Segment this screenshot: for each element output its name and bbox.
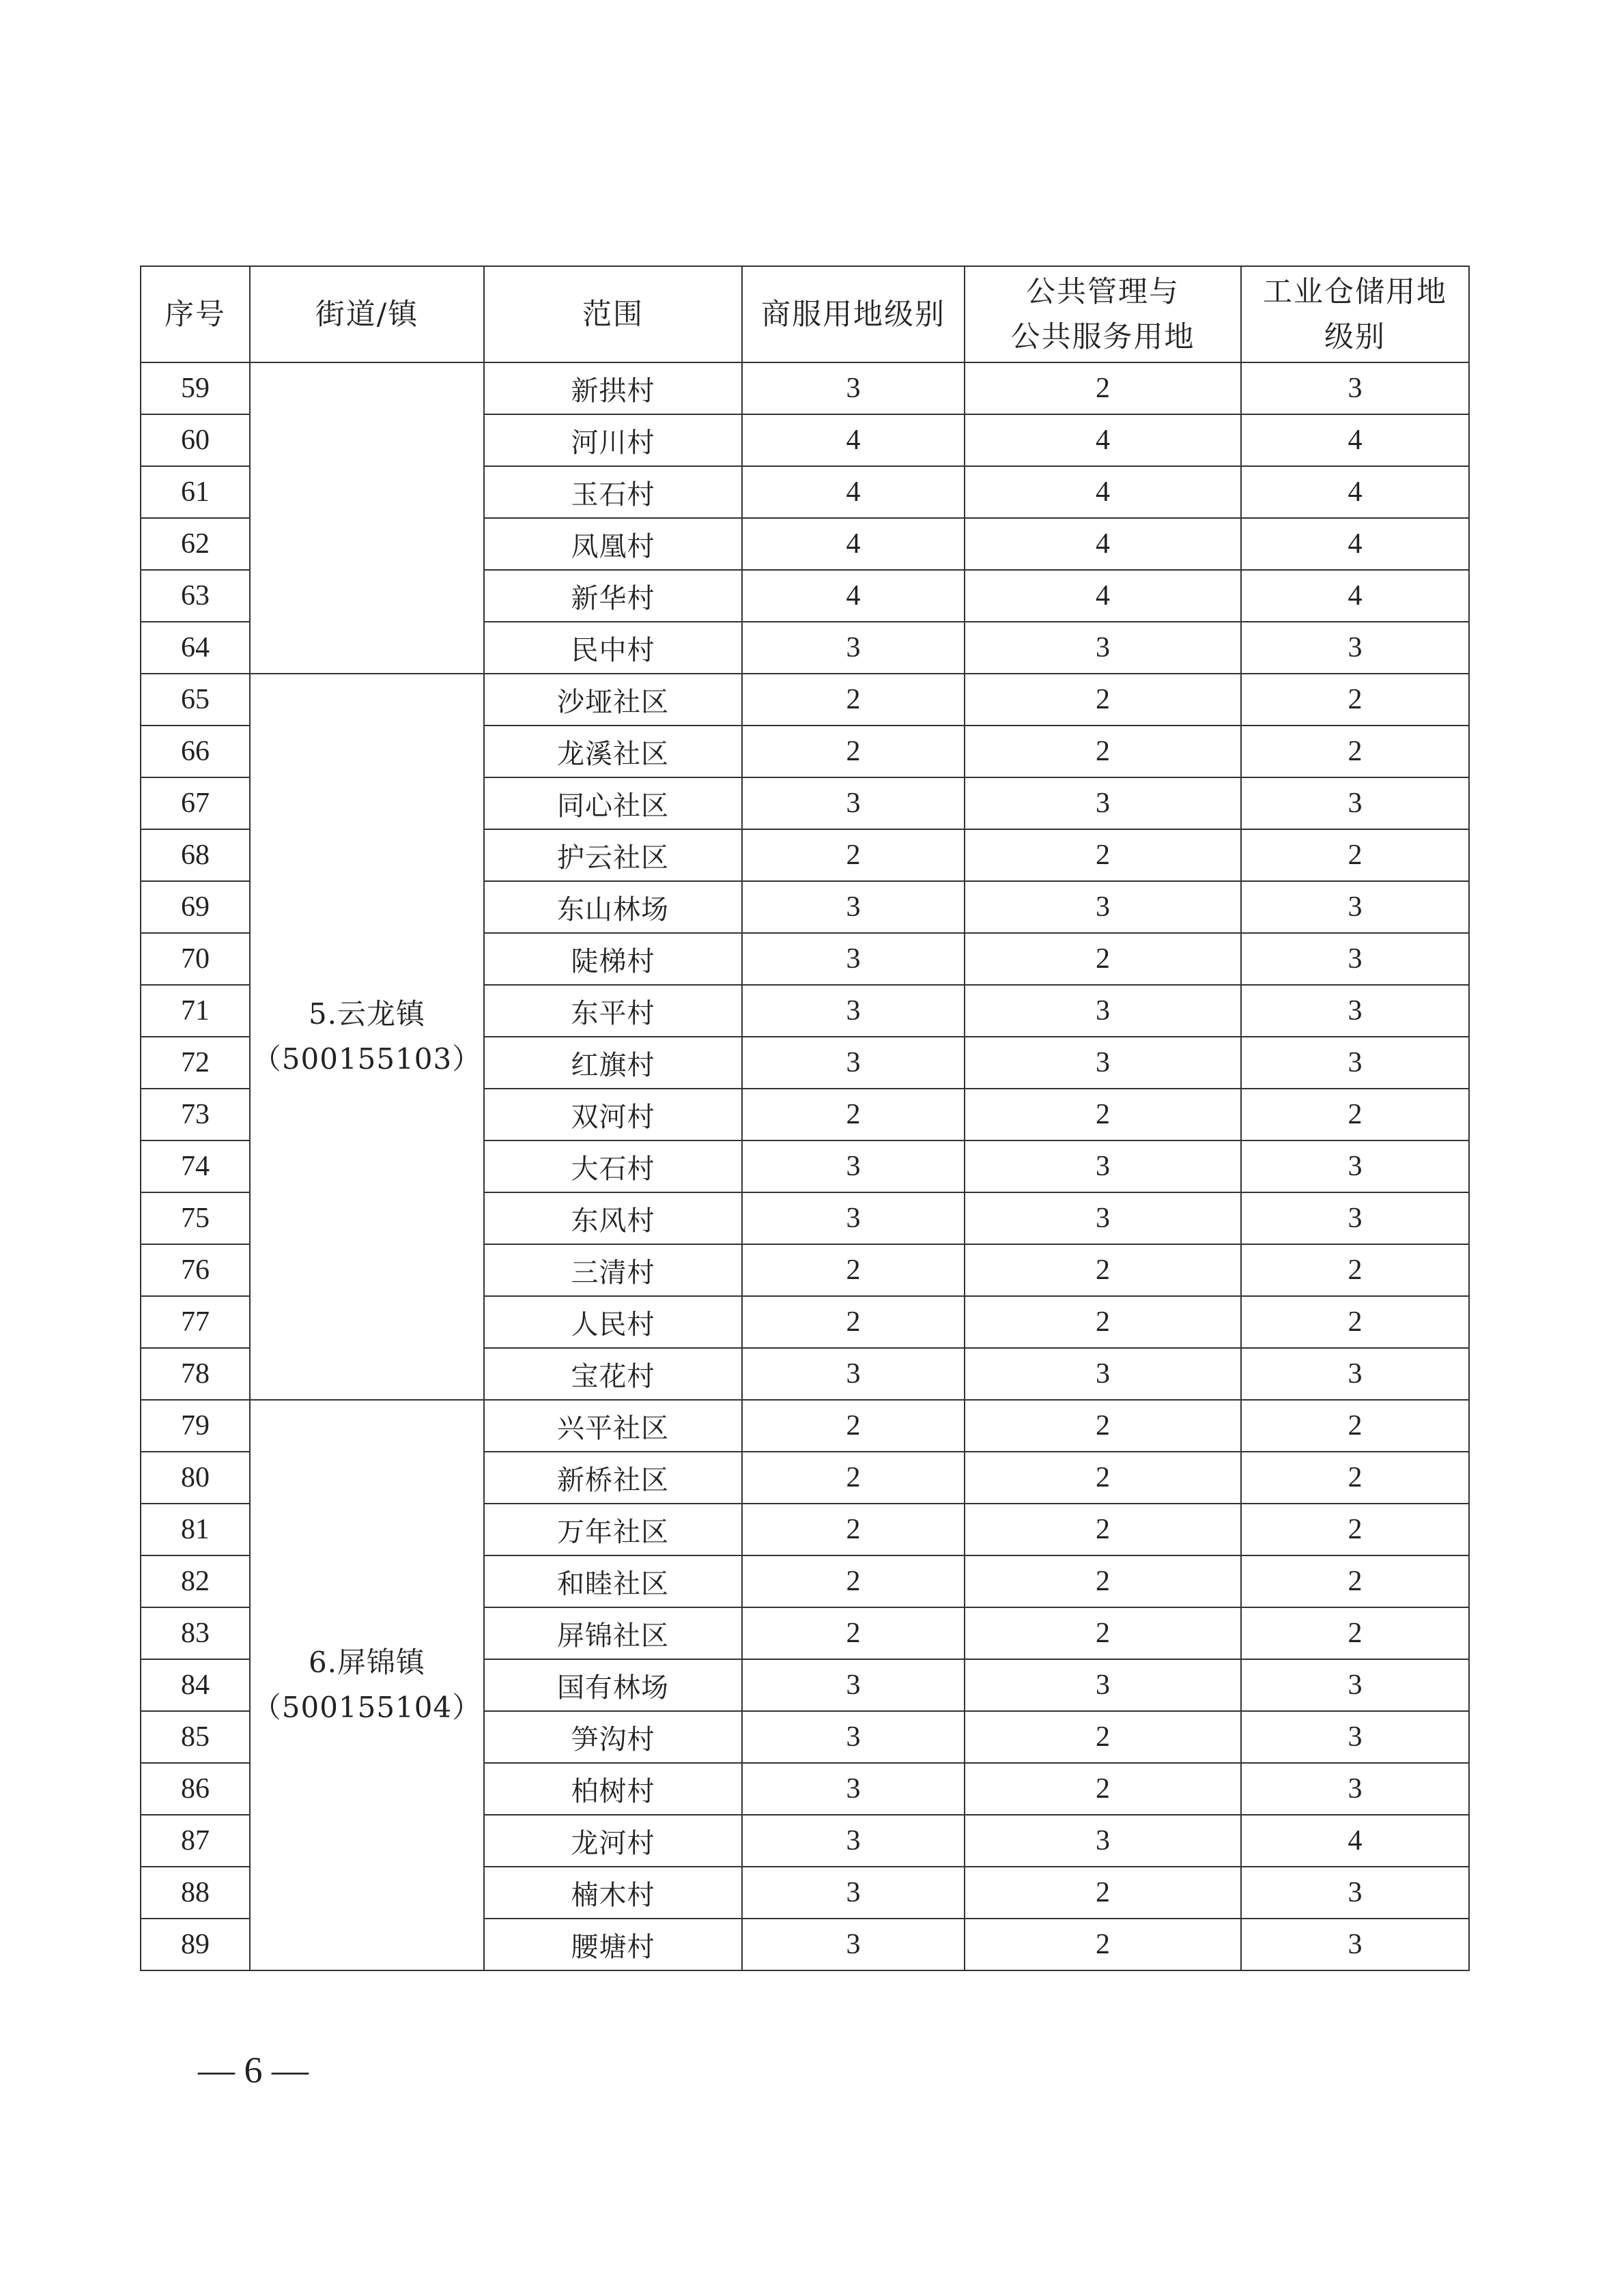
industrial-grade-cell: 3 — [1241, 1037, 1469, 1089]
public-grade-cell: 4 — [965, 466, 1241, 518]
commercial-grade-cell: 3 — [742, 1919, 965, 1970]
header-public-line1: 公共管理与 — [1026, 274, 1180, 309]
page-number: — 6 — — [198, 2050, 309, 2091]
town-name: 6.屏锦镇 — [308, 1646, 426, 1679]
seq-cell: 74 — [141, 1140, 250, 1192]
commercial-grade-cell: 3 — [742, 985, 965, 1037]
industrial-grade-cell: 3 — [1241, 1140, 1469, 1192]
town-cell — [250, 674, 484, 1400]
public-grade-cell: 2 — [965, 1763, 1241, 1815]
table-row — [141, 362, 1469, 414]
range-cell: 屏锦社区 — [484, 1607, 742, 1659]
seq-cell: 76 — [141, 1244, 250, 1296]
commercial-grade-cell: 2 — [742, 726, 965, 777]
commercial-grade-cell: 3 — [742, 1192, 965, 1244]
commercial-grade-cell: 3 — [742, 1763, 965, 1815]
seq-cell: 73 — [141, 1089, 250, 1140]
industrial-grade-cell: 2 — [1241, 1607, 1469, 1659]
public-grade-cell: 2 — [965, 1711, 1241, 1763]
public-grade-cell: 2 — [965, 362, 1241, 414]
range-cell: 龙溪社区 — [484, 726, 742, 777]
range-cell: 腰塘村 — [484, 1919, 742, 1970]
town-cell — [250, 362, 484, 674]
range-cell: 沙垭社区 — [484, 674, 742, 726]
industrial-grade-cell: 3 — [1241, 1867, 1469, 1919]
public-grade-cell: 3 — [965, 1037, 1241, 1089]
industrial-grade-cell: 2 — [1241, 1400, 1469, 1452]
industrial-grade-cell: 3 — [1241, 1763, 1469, 1815]
range-cell: 龙河村 — [484, 1815, 742, 1867]
commercial-grade-cell: 4 — [742, 570, 965, 622]
public-grade-cell: 2 — [965, 1919, 1241, 1970]
range-cell: 玉石村 — [484, 466, 742, 518]
public-grade-cell: 4 — [965, 570, 1241, 622]
public-grade-cell: 2 — [965, 1400, 1241, 1452]
public-grade-cell: 2 — [965, 1504, 1241, 1555]
seq-cell: 77 — [141, 1296, 250, 1348]
table-body — [141, 362, 1469, 1970]
seq-cell: 59 — [141, 362, 250, 414]
seq-cell: 79 — [141, 1400, 250, 1452]
public-grade-cell: 2 — [965, 1555, 1241, 1607]
range-cell: 凤凰村 — [484, 518, 742, 570]
seq-cell: 60 — [141, 414, 250, 466]
town-code: （500155103） — [252, 1042, 482, 1076]
public-grade-cell: 3 — [965, 985, 1241, 1037]
range-cell: 民中村 — [484, 622, 742, 674]
range-cell: 笋沟村 — [484, 1711, 742, 1763]
commercial-grade-cell: 2 — [742, 1400, 965, 1452]
land-grade-table — [140, 266, 1470, 1971]
public-grade-cell: 2 — [965, 1607, 1241, 1659]
industrial-grade-cell: 4 — [1241, 466, 1469, 518]
seq-cell: 84 — [141, 1659, 250, 1711]
range-cell: 人民村 — [484, 1296, 742, 1348]
range-cell: 东平村 — [484, 985, 742, 1037]
seq-cell: 75 — [141, 1192, 250, 1244]
seq-cell: 83 — [141, 1607, 250, 1659]
commercial-grade-cell: 3 — [742, 1711, 965, 1763]
public-grade-cell: 2 — [965, 829, 1241, 881]
industrial-grade-cell: 4 — [1241, 518, 1469, 570]
town-code: （500155104） — [252, 1691, 482, 1724]
seq-cell: 63 — [141, 570, 250, 622]
range-cell: 国有林场 — [484, 1659, 742, 1711]
range-cell: 河川村 — [484, 414, 742, 466]
range-cell: 宝花村 — [484, 1348, 742, 1400]
range-cell: 楠木村 — [484, 1867, 742, 1919]
commercial-grade-cell: 4 — [742, 414, 965, 466]
seq-cell: 64 — [141, 622, 250, 674]
public-grade-cell: 3 — [965, 1815, 1241, 1867]
seq-cell: 88 — [141, 1867, 250, 1919]
commercial-grade-cell: 3 — [742, 777, 965, 829]
header-commercial: 商服用地级别 — [742, 266, 965, 362]
industrial-grade-cell: 3 — [1241, 362, 1469, 414]
seq-cell: 69 — [141, 881, 250, 933]
commercial-grade-cell: 4 — [742, 518, 965, 570]
range-cell: 东山林场 — [484, 881, 742, 933]
range-cell: 柏树村 — [484, 1763, 742, 1815]
range-cell: 三清村 — [484, 1244, 742, 1296]
seq-cell: 86 — [141, 1763, 250, 1815]
seq-cell: 65 — [141, 674, 250, 726]
commercial-grade-cell: 4 — [742, 466, 965, 518]
seq-cell: 67 — [141, 777, 250, 829]
range-cell: 兴平社区 — [484, 1400, 742, 1452]
commercial-grade-cell: 3 — [742, 1659, 965, 1711]
commercial-grade-cell: 2 — [742, 829, 965, 881]
header-industrial-line2: 级别 — [1324, 319, 1386, 354]
range-cell: 东风村 — [484, 1192, 742, 1244]
seq-cell: 61 — [141, 466, 250, 518]
public-grade-cell: 2 — [965, 726, 1241, 777]
seq-cell: 68 — [141, 829, 250, 881]
industrial-grade-cell: 3 — [1241, 1659, 1469, 1711]
commercial-grade-cell: 2 — [742, 674, 965, 726]
industrial-grade-cell: 3 — [1241, 622, 1469, 674]
industrial-grade-cell: 2 — [1241, 674, 1469, 726]
commercial-grade-cell: 2 — [742, 1555, 965, 1607]
public-grade-cell: 3 — [965, 622, 1241, 674]
seq-cell: 85 — [141, 1711, 250, 1763]
header-public-line2: 公共服务用地 — [1010, 319, 1195, 354]
public-grade-cell: 2 — [965, 1296, 1241, 1348]
industrial-grade-cell: 2 — [1241, 1244, 1469, 1296]
range-cell: 护云社区 — [484, 829, 742, 881]
seq-cell: 78 — [141, 1348, 250, 1400]
commercial-grade-cell: 2 — [742, 1504, 965, 1555]
public-grade-cell: 2 — [965, 1089, 1241, 1140]
industrial-grade-cell: 2 — [1241, 1452, 1469, 1504]
commercial-grade-cell: 3 — [742, 1815, 965, 1867]
seq-cell: 82 — [141, 1555, 250, 1607]
industrial-grade-cell: 3 — [1241, 1348, 1469, 1400]
seq-cell: 87 — [141, 1815, 250, 1867]
public-grade-cell: 3 — [965, 1659, 1241, 1711]
industrial-grade-cell: 2 — [1241, 1555, 1469, 1607]
header-public — [965, 266, 1241, 362]
commercial-grade-cell: 3 — [742, 1037, 965, 1089]
industrial-grade-cell: 2 — [1241, 829, 1469, 881]
public-grade-cell: 2 — [965, 674, 1241, 726]
seq-cell: 89 — [141, 1919, 250, 1970]
industrial-grade-cell: 3 — [1241, 777, 1469, 829]
commercial-grade-cell: 2 — [742, 1296, 965, 1348]
industrial-grade-cell: 3 — [1241, 1919, 1469, 1970]
table-row — [141, 1400, 1469, 1452]
header-range: 范围 — [484, 266, 742, 362]
industrial-grade-cell: 3 — [1241, 1192, 1469, 1244]
commercial-grade-cell: 3 — [742, 1140, 965, 1192]
range-cell: 新桥社区 — [484, 1452, 742, 1504]
seq-cell: 70 — [141, 933, 250, 985]
town-name: 5.云龙镇 — [308, 997, 426, 1031]
commercial-grade-cell: 2 — [742, 1244, 965, 1296]
public-grade-cell: 3 — [965, 881, 1241, 933]
range-cell: 新拱村 — [484, 362, 742, 414]
range-cell: 大石村 — [484, 1140, 742, 1192]
commercial-grade-cell: 2 — [742, 1607, 965, 1659]
seq-cell: 62 — [141, 518, 250, 570]
commercial-grade-cell: 3 — [742, 881, 965, 933]
header-town: 街道/镇 — [250, 266, 484, 362]
header-industrial-line1: 工业仓储用地 — [1263, 274, 1447, 309]
public-grade-cell: 3 — [965, 777, 1241, 829]
industrial-grade-cell: 2 — [1241, 1504, 1469, 1555]
commercial-grade-cell: 2 — [742, 1089, 965, 1140]
range-cell: 新华村 — [484, 570, 742, 622]
range-cell: 和睦社区 — [484, 1555, 742, 1607]
range-cell: 陡梯村 — [484, 933, 742, 985]
range-cell: 万年社区 — [484, 1504, 742, 1555]
industrial-grade-cell: 4 — [1241, 1815, 1469, 1867]
commercial-grade-cell: 3 — [742, 622, 965, 674]
header-seq: 序号 — [141, 266, 250, 362]
industrial-grade-cell: 4 — [1241, 414, 1469, 466]
industrial-grade-cell: 2 — [1241, 1296, 1469, 1348]
public-grade-cell: 2 — [965, 1867, 1241, 1919]
public-grade-cell: 3 — [965, 1140, 1241, 1192]
header-industrial — [1241, 266, 1469, 362]
commercial-grade-cell: 2 — [742, 1452, 965, 1504]
public-grade-cell: 2 — [965, 1452, 1241, 1504]
town-cell — [250, 1400, 484, 1970]
industrial-grade-cell: 3 — [1241, 985, 1469, 1037]
industrial-grade-cell: 3 — [1241, 933, 1469, 985]
industrial-grade-cell: 2 — [1241, 1089, 1469, 1140]
industrial-grade-cell: 4 — [1241, 570, 1469, 622]
commercial-grade-cell: 3 — [742, 1348, 965, 1400]
public-grade-cell: 3 — [965, 1348, 1241, 1400]
industrial-grade-cell: 2 — [1241, 726, 1469, 777]
range-cell: 红旗村 — [484, 1037, 742, 1089]
table-header-row — [141, 266, 1469, 362]
seq-cell: 66 — [141, 726, 250, 777]
public-grade-cell: 2 — [965, 933, 1241, 985]
seq-cell: 81 — [141, 1504, 250, 1555]
range-cell: 同心社区 — [484, 777, 742, 829]
commercial-grade-cell: 3 — [742, 933, 965, 985]
table-row — [141, 674, 1469, 726]
industrial-grade-cell: 3 — [1241, 881, 1469, 933]
seq-cell: 72 — [141, 1037, 250, 1089]
range-cell: 双河村 — [484, 1089, 742, 1140]
seq-cell: 71 — [141, 985, 250, 1037]
public-grade-cell: 2 — [965, 1244, 1241, 1296]
commercial-grade-cell: 3 — [742, 1867, 965, 1919]
seq-cell: 80 — [141, 1452, 250, 1504]
industrial-grade-cell: 3 — [1241, 1711, 1469, 1763]
public-grade-cell: 3 — [965, 1192, 1241, 1244]
public-grade-cell: 4 — [965, 518, 1241, 570]
public-grade-cell: 4 — [965, 414, 1241, 466]
commercial-grade-cell: 3 — [742, 362, 965, 414]
